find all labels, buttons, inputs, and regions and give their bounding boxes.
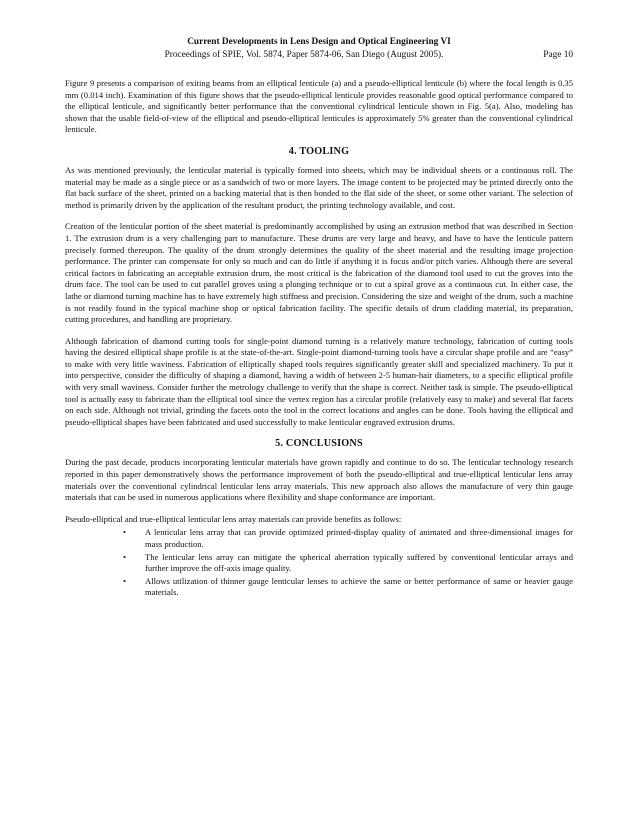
bullet-icon: • xyxy=(123,527,127,538)
body-paragraph: Creation of the lenticular portion of the sheet material is predominantly accomplished by using an extrusion method that was described in Section 1. The extrusion drum is a very challenging part to manufacture. These drums are very large and heavy, and have to have the lenticule pattern precisely formed thereupon. The quality of the drum strongly determines the quality of the sheet material and the resulting image projection performance. The printer can compensate for only so much and can do little if anything it is focus and/or pitch varies. Although there are several critical factors in fabricating an acceptable extrusion drum, the most critical is the fabrication of the diamond tool used to cut the groves into the drum face. The tool can be used to cut parallel groves using a plunging technique or to cut a spiral grove as a continuous cut. In either case, the lathe or diamond turning machine has to have extremely high stiffness and precision. Considering the size and weight of the drum, such a machine is not readily found in the typical machine shop or optical fabrication facility. The specific details of drum cladding material, its preparation, cutting procedures, and handling are proprietary. xyxy=(65,221,573,325)
list-item xyxy=(123,576,573,599)
page-content xyxy=(65,36,573,600)
list-item-text: A lenticular lens array that can provide optimized printed-display quality of animated and three-dimensional images for mass production. xyxy=(145,527,573,549)
body-paragraph: During the past decade, products incorporating lenticular materials have grown rapidly and continue to do so. The lenticular technology research reported in this paper demonstratively shows the performance improvement of both the pseudo-elliptical and true-elliptical lenticular lens array materials over the conventional cylindrical lenticular lens array materials. This new approach also allows the manufacture of very thin gauge materials that can be used in numerous applications where flexibility and shape conformance are important. xyxy=(65,457,573,503)
bullet-icon: • xyxy=(123,551,127,562)
list-item xyxy=(123,552,573,575)
page-number: Page 10 xyxy=(543,50,573,60)
section-heading-conclusions: 5. CONCLUSIONS xyxy=(275,438,363,450)
section-heading-tooling: 4. TOOLING xyxy=(288,145,350,157)
header-subtitle: Proceedings of SPIE, Vol. 5874, Paper 5874-06, San Diego (August 2005). xyxy=(164,50,444,60)
benefits-list xyxy=(65,527,573,599)
running-header xyxy=(65,36,573,64)
bullet-icon: • xyxy=(123,575,127,586)
header-title: Current Developments in Lens Design and Optical Engineering VI xyxy=(187,37,451,47)
list-item xyxy=(123,527,573,550)
body-paragraph: As was mentioned previously, the lenticular material is typically formed into sheets, which may be individual sheets or a continuous roll. The material may be made as a single piece or as a sandwich of two or more layers. The image content to be projected may be printed directly onto the flat back surface of the sheet, printed on a backing material that is then bonded to the flat side of the sheet, or some other variant. The selection of method is primarily driven by the application of the resultant product, the printing technology available, and cost. xyxy=(65,164,573,210)
list-intro: Pseudo-elliptical and true-elliptical lenticular lens array materials can provide benefits as follows: xyxy=(65,513,402,524)
list-item-text: Allows utilization of thinner gauge lenticular lenses to achieve the same or better performance of same or heavier gauge materials. xyxy=(145,575,573,598)
intro-paragraph: Figure 9 presents a comparison of exiting beams from an elliptical lenticule (a) and a pseudo-elliptical lenticule (b) where the focal length is 0.35 mm (0.014 inch). Examination of this figure shows that the pseudo-elliptical lenticule provides reasonable good optical performance compared to the elliptical lenticule, and significantly better performance that the conventional cylindrical lenticule shown in Fig. 5(a). Also, modeling has shown that the usable field-of-view of the elliptical and pseudo-elliptical lenticules is approximately 5% greater than the conventional cylindrical lenticule. xyxy=(65,78,573,135)
body-paragraph: Although fabrication of diamond cutting tools for single-point diamond turning is a relatively mature technology, fabrication of cutting tools having the desired elliptical shape profile is at the state-of-the-art. Single-point diamond-turning tools have a circular shape profile and are “easy” to make with very little waviness. Fabrication of elliptically shaped tools requires significantly greater skill and specialized machinery. To put it into perspective, consider the difficulty of shaping a diamond, having a width of between 2-5 human-hair diameters, to a specific elliptical profile with very small waviness. Consider further the metrology challenge to verify that the shape is correct. Neither task is simple. The pseudo-elliptical tool is actually easy to fabricate than the elliptical tool since the vertex region has a circular profile (relatively easy to make) and several flat facets on each side. Although not trivial, grinding the facets onto the tool in the correct locations and angles can be done. Tools having the elliptical and pseudo-elliptical shapes have been fabricated and used successfully to make lenticular engraved extrusion drums. xyxy=(65,335,573,427)
list-item-text: The lenticular lens array can mitigate the spherical aberration typically suffered by conventional lenticular arrays and further improve the off-axis image quality. xyxy=(145,551,573,574)
